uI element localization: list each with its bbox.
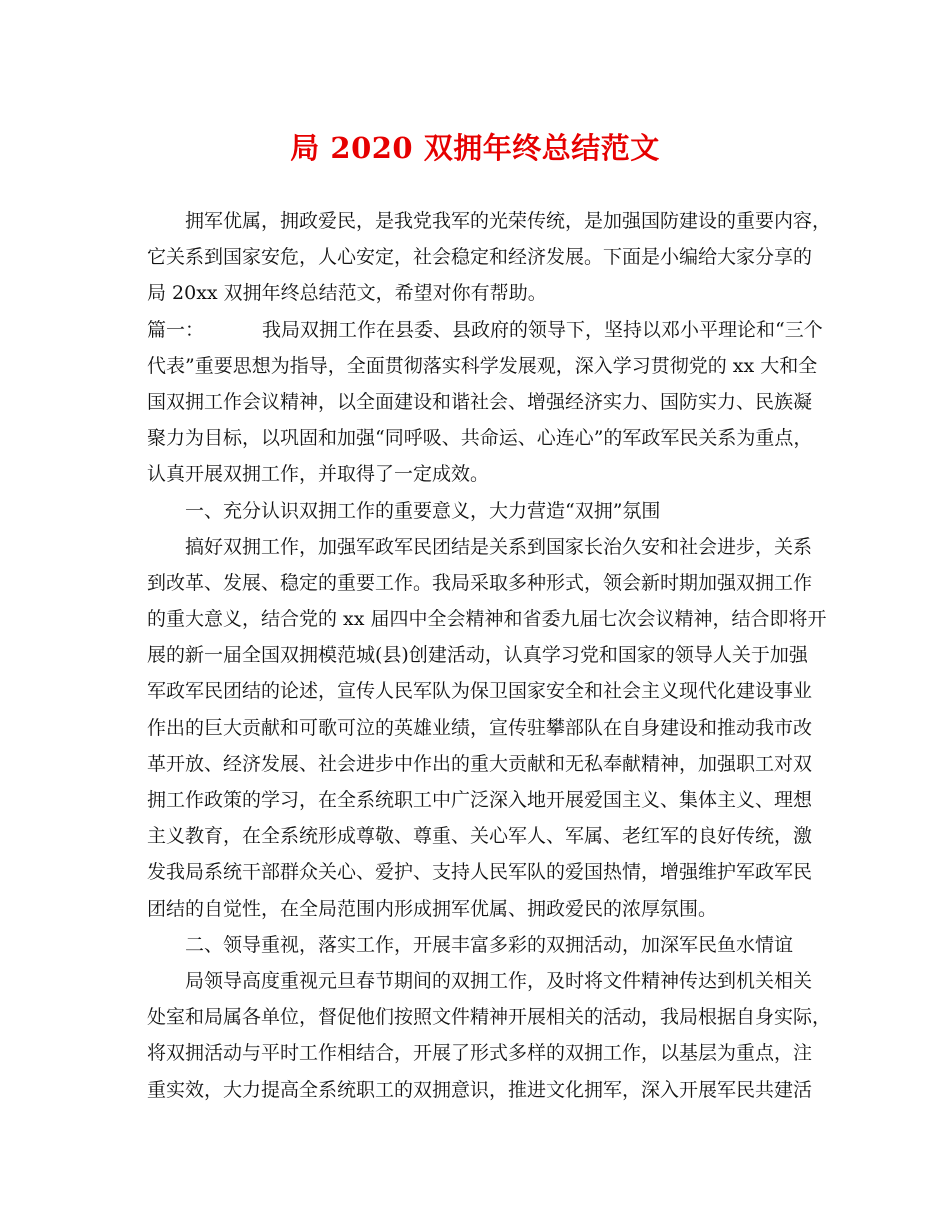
para2-line: 革开放、经济发展、社会进步中作出的重大贡献和无私奉献精神，加强职工对双	[147, 752, 813, 775]
part1-line: 认真开展双拥工作，并取得了一定成效。	[147, 463, 490, 486]
section-heading-2: 二、领导重视，落实工作，开展丰富多彩的双拥活动，加深军民鱼水情谊	[185, 933, 794, 956]
part1-line: 代表”重要思想为指导，全面贯彻落实科学发展观，深入学习贯彻党的 xx 大和全	[147, 354, 818, 377]
para3-line: 处室和局属各单位，督促他们按照文件精神开展相关的活动，我局根据自身实际，	[147, 1006, 832, 1029]
para3-line: 将双拥活动与平时工作相结合，开展了形式多样的双拥工作，以基层为重点，注	[147, 1042, 813, 1065]
para3-line: 重实效，大力提高全系统职工的双拥意识，推进文化拥军，深入开展军民共建活	[147, 1078, 813, 1101]
para2-line: 搞好双拥工作，加强军政军民团结是关系到国家长治久安和社会进步，关系	[185, 535, 813, 558]
para3-line: 局领导高度重视元旦春节期间的双拥工作，及时将文件精神传达到机关相关	[185, 969, 813, 992]
para2-line: 军政军民团结的论述，宣传人民军队为保卫国家安全和社会主义现代化建设事业	[147, 680, 813, 703]
para2-line: 拥工作政策的学习，在全系统职工中广泛深入地开展爱国主义、集体主义、理想	[147, 789, 813, 811]
section-heading-1: 一、充分认识双拥工作的重要意义，大力营造“双拥”氛围	[185, 499, 661, 522]
para2-line: 作出的巨大贡献和可歌可泣的英雄业绩，宣传驻攀部队在自身建设和推动我市改	[147, 716, 813, 739]
part1-first-text: 我局双拥工作在县委、县政府的领导下，坚持以邓小平理论和“三个	[262, 318, 823, 341]
intro-line: 拥军优属，拥政爱民，是我党我军的光荣传统，是加强国防建设的重要内容，	[185, 210, 832, 232]
part1-label: 篇一：	[147, 318, 205, 341]
document-title: 局 2020 双拥年终总结范文	[290, 131, 660, 165]
intro-line: 它关系到国家安危，人心安定，社会稳定和经济发展。下面是小编给大家分享的	[147, 246, 813, 269]
part1-line: 国双拥工作会议精神，以全面建设和谐社会、增强经济实力、国防实力、民族凝	[147, 390, 813, 413]
para2-line: 主义教育，在全系统形成尊敬、尊重、关心军人、军属、老红军的良好传统，激	[147, 825, 813, 848]
document-body	[147, 203, 832, 1108]
para2-line: 到改革、发展、稳定的重要工作。我局采取多种形式，领会新时期加强双拥工作	[147, 571, 813, 594]
para2-line: 团结的自觉性，在全局范围内形成拥军优属、拥政爱民的浓厚氛围。	[147, 897, 718, 920]
part1-first-line	[147, 312, 823, 348]
para2-line: 的重大意义，结合党的 xx 届四中全会精神和省委九届七次会议精神，结合即将开	[147, 608, 827, 631]
para2-line: 发我局系统干部群众关心、爱护、支持人民军队的爱国热情，增强维护军政军民	[147, 861, 813, 884]
part1-line: 聚力为目标，以巩固和加强“同呼吸、共命运、心连心”的军政军民关系为重点，	[147, 427, 813, 450]
para2-line: 展的新一届全国双拥模范城(县)创建活动，认真学习党和国家的领导人关于加强	[147, 644, 808, 667]
intro-line: 局 20xx 双拥年终总结范文，希望对你有帮助。	[147, 282, 547, 305]
